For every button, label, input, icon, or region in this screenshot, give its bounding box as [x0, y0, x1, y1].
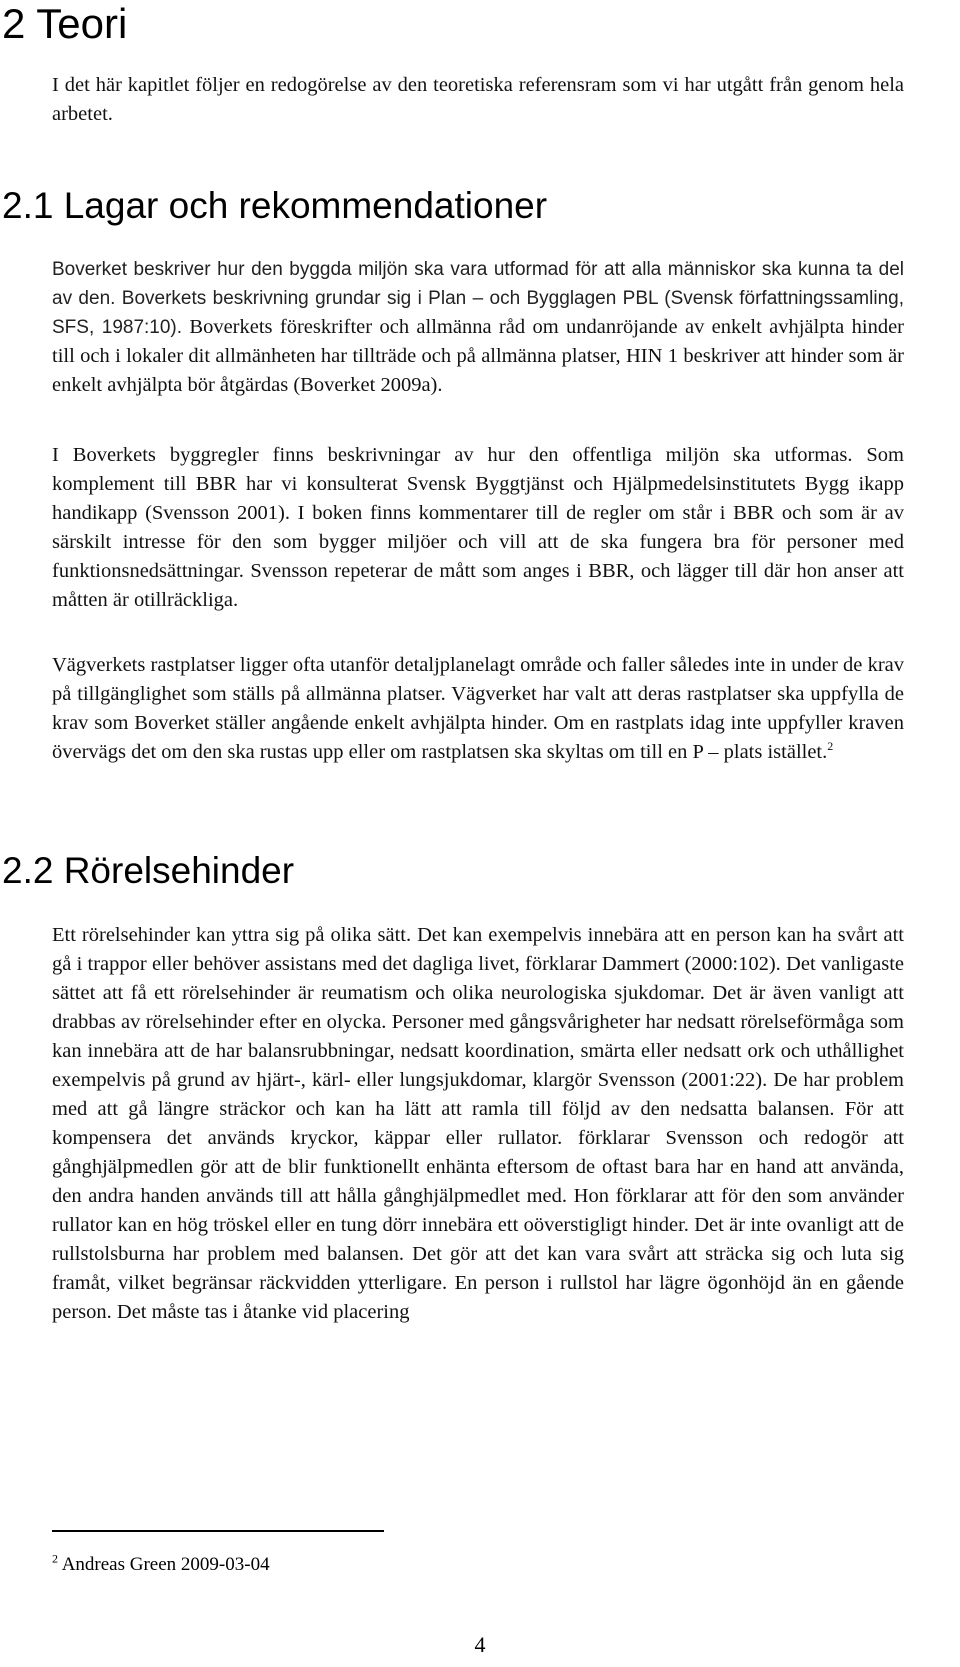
section-2-1-paragraph-2: I Boverkets byggregler finns beskrivningar av hur den offentliga miljön ska utformas. Som komplement till BBR har vi konsulterat Svensk Byggtjänst och Hjälpmedelsinstitutets Bygg ikapp handikapp (Svensson 2001). I boken finns kommentarer till de regler om står i BBR och som är av särskilt intresse för den som bygger miljöer och vill att de ska fungera bra för personer med funktionsnedsättningar. Svensson repeterar de mått som anges i BBR, och lägger till där hon anser att måtten är otillräckliga. [52, 444, 904, 611]
paragraph-1-serif-text: Boverkets föreskrifter och allmänna råd om undanröjande av enkelt avhjälpta hinder till och i lokaler dit allmänheten har tillträde och på allmänna platser, HIN 1 beskriver att hinder som är enkelt avhjälpta bör åtgärdas (Boverket 2009a). [52, 316, 905, 396]
footnote [52, 1553, 270, 1577]
chapter-intro: I det här kapitlet följer en redogörelse av den teoretiska referensram som vi har utgått från genom hela arbetet. [52, 74, 904, 125]
footnote-text: Andreas Green 2009-03-04 [58, 1554, 270, 1575]
footnote-divider [52, 1530, 384, 1532]
paragraph-3-text: Vägverkets rastplatser ligger ofta utanför detaljplanelagt område och faller således inte in under de krav på tillgänglighet som ställs på allmänna platser. Vägverket har valt att deras rastplatser ska uppfylla de krav som Boverket ställer angående enkelt avhjälpta hinder. Om en rastplats idag inte uppfyller kraven övervägs det om den ska rustas upp eller om rastplatsen ska skyltas om till en P – plats istället. [52, 654, 904, 763]
page-number: 4 [474, 1632, 486, 1657]
section-2-2-title: 2.2 Rörelsehinder [2, 850, 295, 891]
footnote-reference: 2 [827, 739, 834, 754]
section-2-1-paragraph-1 [52, 255, 904, 400]
footnote-number: 2 [52, 1551, 58, 1566]
paragraph-1-sans-text: Boverket beskriver hur den byggda miljön ska vara utformad för att alla människor ska kunna ta del av den. Boverkets beskrivning grundar sig i Plan – och Bygglagen PBL (Svensk författningssamling, SFS, 1987:10). [52, 259, 904, 338]
section-2-1-paragraph-3 [52, 651, 904, 767]
section-2-2-paragraph-1: Ett rörelsehinder kan yttra sig på olika sätt. Det kan exempelvis innebära att en person kan ha svårt att gå i trappor eller behöver assistans med det dagliga livet, förklarar Dammert (2000:102). Det vanligaste sättet att få ett rörelsehinder är reumatism och olika neurologiska sjukdomar. Det är även vanligt att drabbas av rörelsehinder efter en olycka. Personer med gångsvårigheter har nedsatt rörelseförmåga som kan innebära att de har balansrubbningar, nedsatt koordination, smärta eller nedsatt ork och uthållighet exempelvis på grund av hjärt-, kärl- eller lungsjukdomar, klargör Svensson (2001:22). De har problem med att gå längre sträckor och kan ha lätt att ramla till följd av den nedsatta balansen. För att kompensera det används kryckor, käppar eller rullator. förklarar Svensson och redogör att gånghjälpmedlen gör att de blir funktionellt enhänta eftersom de oftast bara har en hand att använda, den andra handen används till att hålla gånghjälpmedlet med. Hon förklarar att för den som använder rullator kan en hög tröskel eller en tung dörr innebära ett oöverstigligt hinder. Det är inte ovanligt att de rullstolsburna har problem med balansen. Det gör att det kan vara svårt att sträcka sig och luta sig framåt, vilket begränsar räckvidden ytterligare. En person i rullstol har lägre ögonhöjd än en gående person. Det måste tas i åtanke vid placering [52, 924, 904, 1323]
section-2-1-title: 2.1 Lagar och rekommendationer [2, 185, 548, 226]
chapter-title: 2 Teori [2, 0, 128, 47]
